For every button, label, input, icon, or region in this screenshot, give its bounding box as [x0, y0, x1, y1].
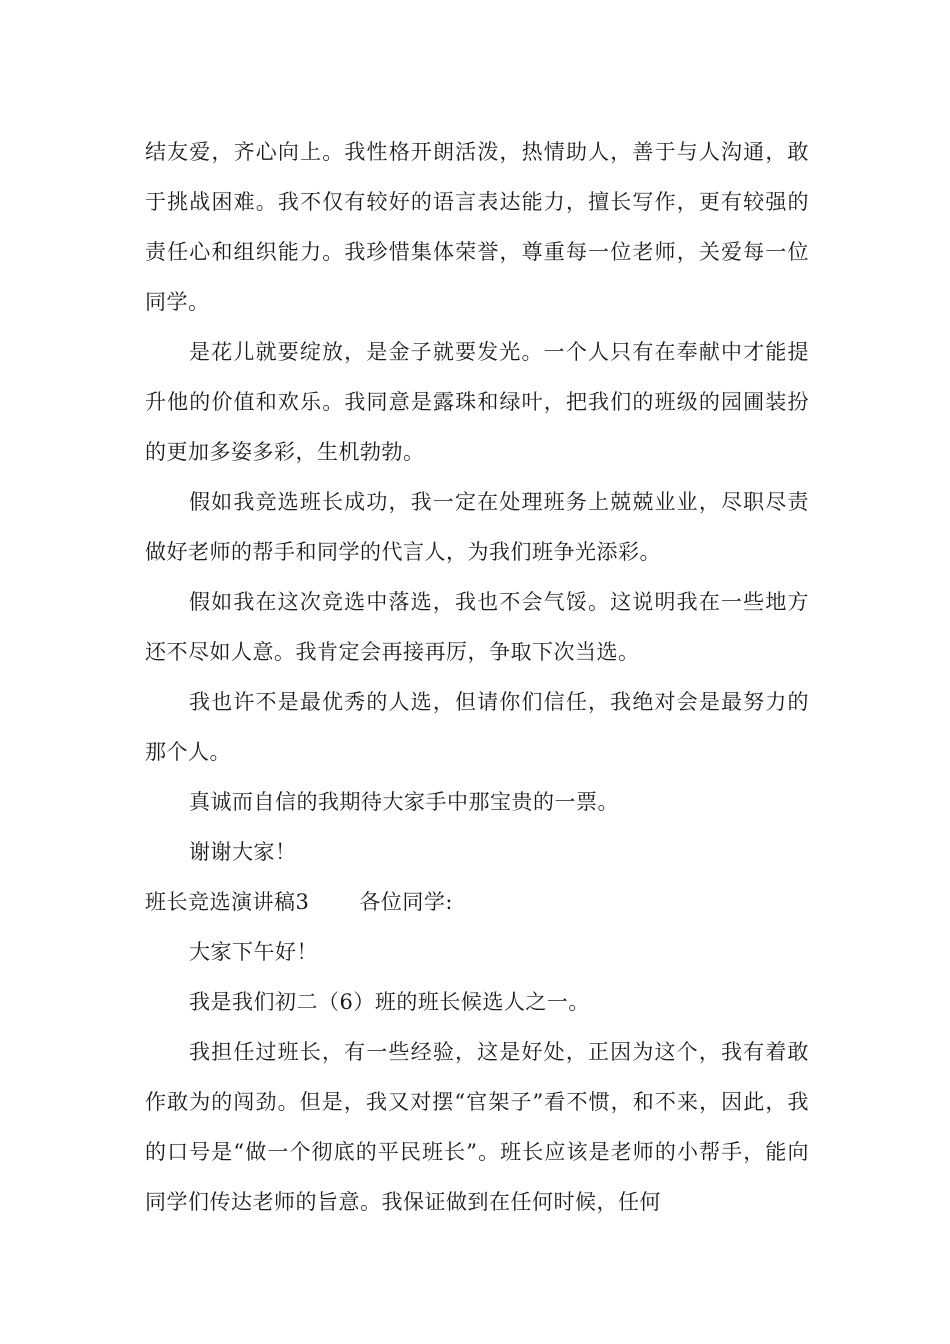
paragraph: 假如我竞选班长成功，我一定在处理班务上兢兢业业，尽职尽责做好老师的帮手和同学的代言人，为我们班争光添彩。: [145, 490, 809, 564]
paragraph: 假如我在这次竞选中落选，我也不会气馁。这说明我在一些地方还不尽如人意。我肯定会再接再厉，争取下次当选。: [145, 590, 809, 664]
salutation: 各位同学:: [359, 890, 453, 914]
document-body: [145, 127, 809, 1227]
section-heading-line: [145, 877, 809, 927]
paragraph: 真诚而自信的我期待大家手中那宝贵的一票。: [189, 790, 619, 814]
paragraph: 大家下午好！: [189, 940, 318, 964]
paragraph: 我是我们初二（6）班的班长候选人之一。: [189, 990, 590, 1014]
paragraph: 谢谢大家！: [189, 840, 297, 864]
paragraph-continued: 结友爱，齐心向上。我性格开朗活泼，热情助人，善于与人沟通，敢于挑战困难。我不仅有较好的语言表达能力，擅长写作，更有较强的责任心和组织能力。我珍惜集体荣誉，尊重每一位老师，关爱每一位同学。: [145, 140, 809, 314]
paragraph: 是花儿就要绽放，是金子就要发光。一个人只有在奉献中才能提升他的价值和欢乐。我同意是露珠和绿叶，把我们的班级的园圃装扮的更加多姿多彩，生机勃勃。: [145, 340, 809, 464]
section-title: 班长竞选演讲稿3: [145, 890, 310, 914]
paragraph: 我也许不是最优秀的人选，但请你们信任，我绝对会是最努力的那个人。: [145, 690, 809, 764]
paragraph: 我担任过班长，有一些经验，这是好处，正因为这个，我有着敢作敢为的闯劲。但是，我又对摆“官架子”看不惯，和不来，因此，我的口号是“做一个彻底的平民班长”。班长应该是老师的小帮手，能向同学们传达老师的旨意。我保证做到在任何时候，任何: [145, 1040, 809, 1214]
